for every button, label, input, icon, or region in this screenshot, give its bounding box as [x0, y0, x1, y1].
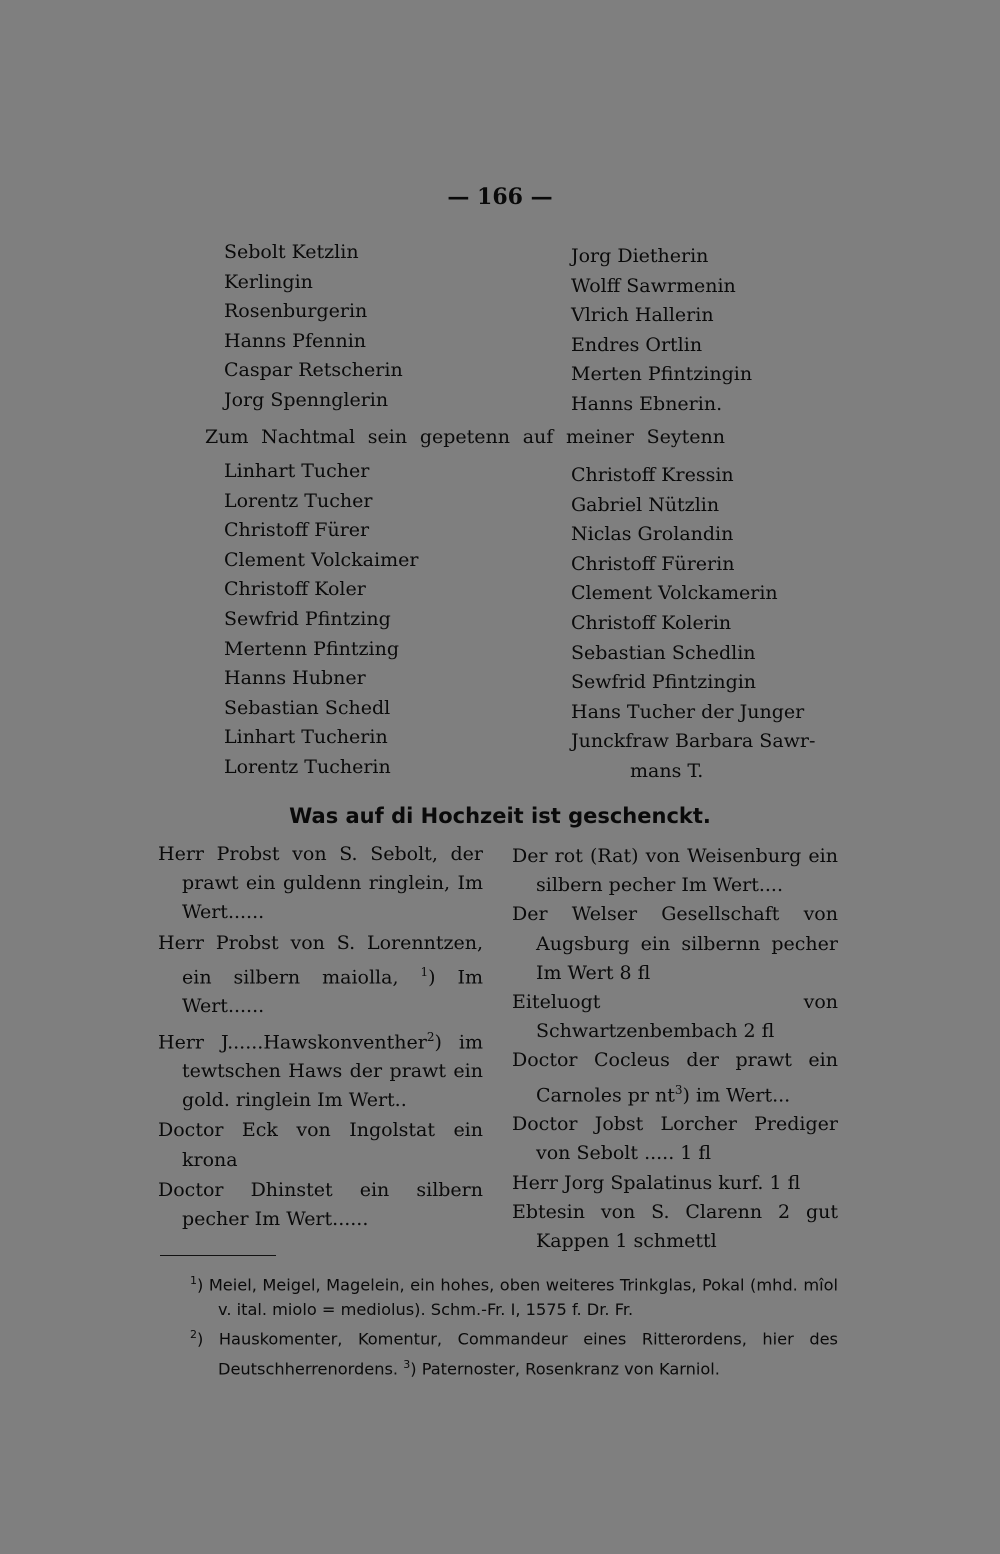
gift-text: Doctor Cocleus der prawt ein Carnoles pr nt	[512, 1049, 838, 1106]
guest-name: Jorg Spennglerin	[224, 388, 389, 411]
guest-name: Sebolt Ketzlin	[224, 241, 359, 263]
guest-name: Hanns Ebnerin.	[571, 392, 723, 415]
guest-name: Christoff Fürerin	[571, 552, 735, 575]
guest-name: Kerlingin	[224, 270, 313, 293]
guest-name: Christoff Koler	[224, 578, 366, 601]
guest-name: Caspar Retscherin	[224, 359, 403, 382]
guest-list-nachtmal-left	[224, 457, 418, 783]
footnote	[190, 1268, 838, 1322]
guest-name: Hanns Hubner	[224, 667, 366, 690]
guest-name: Linhart Tucherin	[224, 726, 388, 749]
guest-name: Hans Tucher der Junger	[571, 700, 805, 723]
guest-name: Sewfrid Pfintzingin	[571, 671, 757, 694]
footnote-text: ) Meiel, Meigel, Magelein, ein hohes, oben weiteres Trinkglas, Pokal (mhd. mîol v. ital. miolo = mediolus). Schm.-Fr. I, 1575 f. Dr. Fr.	[197, 1275, 838, 1320]
gift-entry: Ebtesin von S. Clarenn 2 gut Kappen 1 schmettl	[512, 1200, 838, 1252]
gifts-left-column	[158, 840, 483, 1235]
page-number: — 166 —	[447, 184, 553, 210]
gift-text: ) Im Wert......	[182, 966, 483, 1018]
guest-name: Merten Pfintzingin	[571, 363, 753, 386]
gift-text: Herr J......Hawskonventher	[158, 1030, 427, 1053]
gift-entry: Doctor Jobst Lorcher Prediger von Sebolt ..... 1 fl	[512, 1113, 838, 1165]
guest-name: Linhart Tucher	[224, 460, 370, 482]
guest-name: Sebastian Schedlin	[571, 641, 756, 664]
guest-list-top-right	[571, 242, 752, 420]
guest-name: Hanns Pfennin	[224, 329, 367, 352]
gifts-right-column	[512, 842, 838, 1256]
guest-name: mans T.	[630, 759, 704, 782]
guest-name: Junckfraw Barbara Sawr-	[571, 730, 816, 753]
gift-entry	[158, 1023, 483, 1116]
guest-name: Christoff Kressin	[571, 464, 734, 486]
footnote-marker: 3	[674, 1082, 683, 1097]
guest-name: Clement Volckaimer	[224, 548, 419, 571]
gift-entry: Eiteluogt von Schwartzenbembach 2 fl	[512, 991, 838, 1043]
gift-entry: Herr Probst von S. Sebolt, der prawt ein guldenn ringlein, Im Wert......	[158, 843, 483, 924]
guest-name: Mertenn Pfintzing	[224, 637, 399, 660]
gift-entry: Der Welser Gesellschaft von Augsburg ein silbernn pecher Im Wert 8 fl	[512, 903, 838, 984]
guest-name: Niclas Grolandin	[571, 523, 734, 546]
guest-name: Endres Ortlin	[571, 333, 703, 356]
footnote-number: 2	[190, 1328, 197, 1342]
guest-name: Christoff Fürer	[224, 519, 370, 542]
gift-entry	[158, 929, 483, 1022]
footnote-number: 3	[403, 1357, 411, 1371]
gift-text: Herr Probst von S. Lorenntzen, ein silbern maiolla,	[158, 931, 483, 989]
footnote-marker: 1	[420, 964, 429, 979]
gift-entry: Doctor Eck von Ingolstat ein krona	[158, 1119, 483, 1171]
footnote	[190, 1322, 838, 1381]
gift-entry	[512, 1046, 838, 1110]
footnote-text: ) Hauskomenter, Komentur, Commandeur eines Ritterordens, hier des Deutschherrenordens.	[197, 1329, 838, 1379]
footnotes	[190, 1268, 838, 1381]
guest-name: Lorentz Tucher	[224, 489, 373, 512]
guest-name: Sebastian Schedl	[224, 696, 391, 719]
guest-name: Jorg Dietherin	[571, 245, 709, 267]
gift-entry: Doctor Dhinstet ein silbern pecher Im Wert......	[158, 1178, 483, 1231]
guest-name: Vlrich Hallerin	[571, 304, 714, 327]
guest-name: Clement Volckamerin	[571, 582, 778, 605]
gift-text: ) im tewtschen Haws der prawt ein gold. ringlein Im Wert..	[182, 1030, 483, 1112]
guest-name: Rosenburgerin	[224, 300, 368, 323]
gifts-heading: Was auf di Hochzeit ist geschenckt.	[289, 804, 711, 828]
footnote-divider	[160, 1255, 276, 1256]
gift-entry: Herr Jorg Spalatinus kurf. 1 fl	[512, 1171, 801, 1194]
guest-name: Sewfrid Pfintzing	[224, 607, 391, 630]
guest-name: Gabriel Nützlin	[571, 493, 720, 516]
guest-name: Wolff Sawrmenin	[571, 274, 736, 297]
guest-list-top-left	[224, 238, 403, 416]
footnote-text: ) Paternoster, Rosenkranz von Karniol.	[410, 1359, 720, 1379]
nachtmal-heading: Zum Nachtmal sein gepetenn auf meiner Seytenn	[205, 426, 725, 448]
gift-text: ) im Wert...	[682, 1083, 791, 1106]
gift-entry: Der rot (Rat) von Weisenburg ein silbern pecher Im Wert....	[512, 845, 838, 897]
footnote-number: 1	[190, 1274, 197, 1287]
guest-list-nachtmal-right	[571, 461, 815, 787]
guest-name: Christoff Kolerin	[571, 611, 732, 634]
guest-name: Lorentz Tucherin	[224, 755, 391, 778]
footnote-marker: 2	[426, 1029, 435, 1044]
